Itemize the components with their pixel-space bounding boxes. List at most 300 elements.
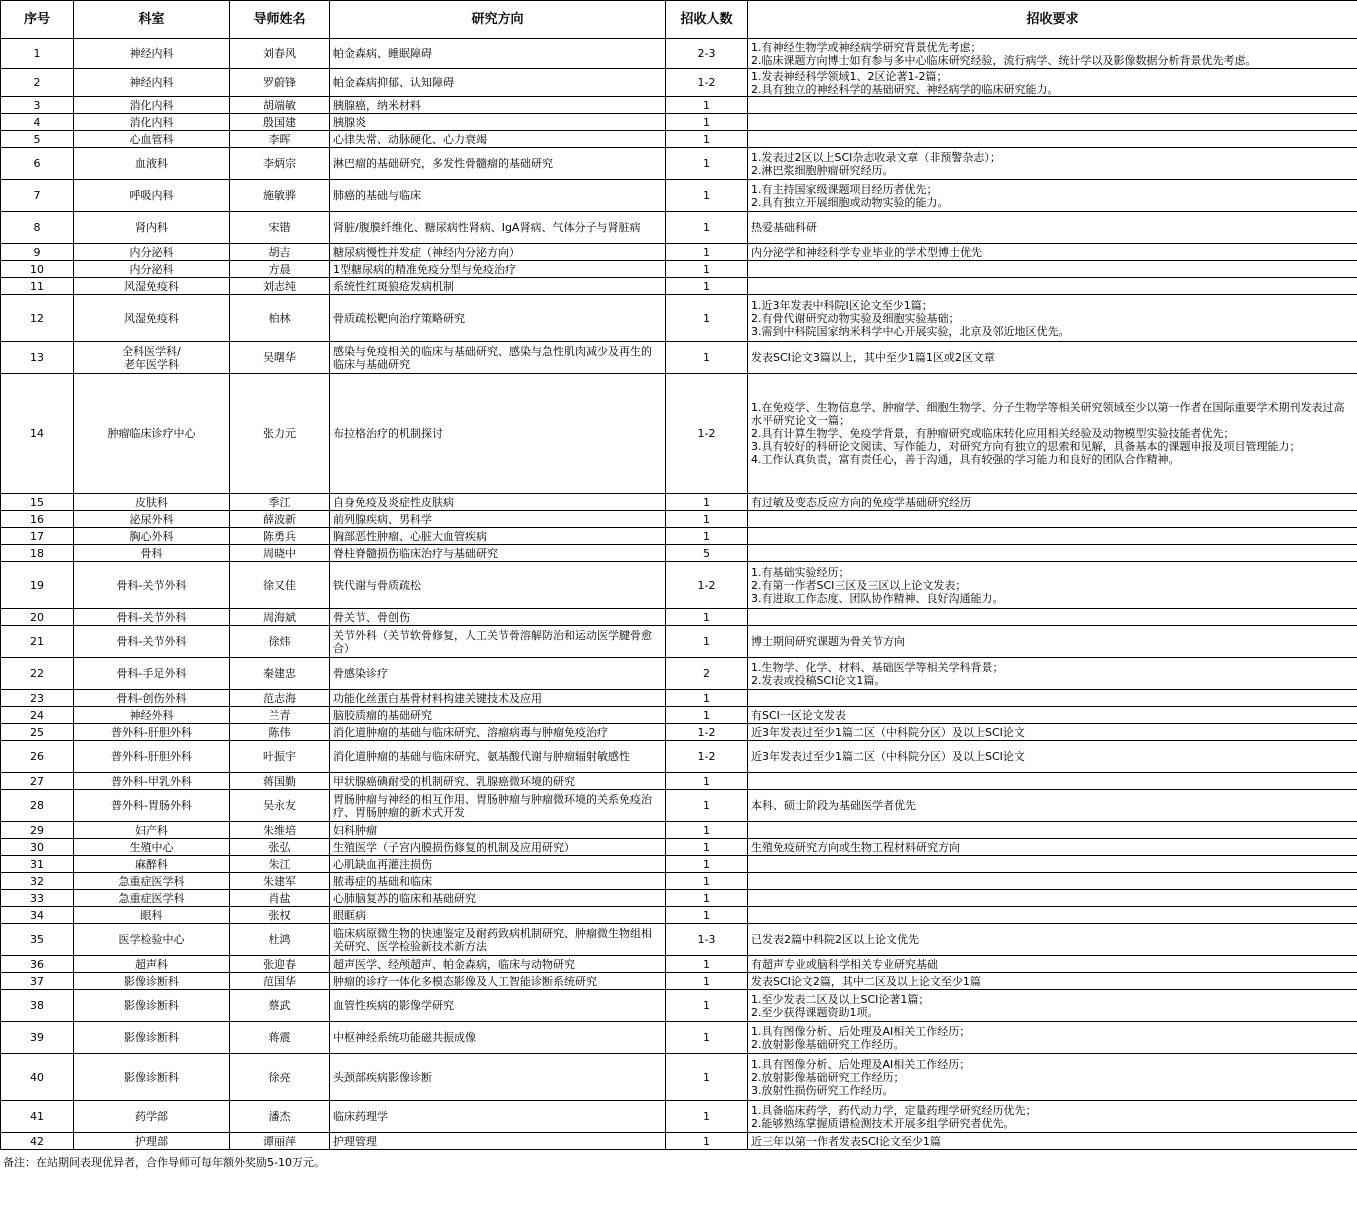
cell-requirements: 热爱基础科研 xyxy=(748,212,1357,244)
cell-count: 1 xyxy=(666,790,748,822)
cell-requirements: 1.发表神经科学领域1、2区论著1-2篇； 2.具有独立的神经科学的基础研究、神经病学的临床研究能力。 xyxy=(748,69,1357,97)
table-row xyxy=(1,822,1357,839)
cell-no: 18 xyxy=(1,545,74,562)
cell-direction: 消化道肿瘤的基础与临床研究、氨基酸代谢与肿瘤辐射敏感性 xyxy=(330,741,666,773)
table-row xyxy=(1,741,1357,773)
table-row xyxy=(1,528,1357,545)
cell-dept: 影像诊断科 xyxy=(74,1022,230,1054)
table-row xyxy=(1,924,1357,956)
cell-count: 1 xyxy=(666,342,748,374)
cell-direction: 中枢神经系统功能磁共振成像 xyxy=(330,1022,666,1054)
cell-requirements: 1.具有图像分析、后处理及AI相关工作经历； 2.放射影像基础研究工作经历； 3.放射性损伤研究工作经历。 xyxy=(748,1054,1357,1101)
table-row xyxy=(1,956,1357,973)
table-row xyxy=(1,511,1357,528)
header-count: 招收人数 xyxy=(666,1,748,39)
table-row xyxy=(1,773,1357,790)
cell-mentor: 张迎春 xyxy=(230,956,330,973)
cell-dept: 急重症医学科 xyxy=(74,873,230,890)
table-row xyxy=(1,907,1357,924)
cell-requirements: 1.具备临床药学，药代动力学，定量药理学研究经历优先； 2.能够熟练掌握质谱检测技术开展多组学研究者优先。 xyxy=(748,1101,1357,1133)
cell-mentor: 李炳宗 xyxy=(230,148,330,180)
cell-no: 11 xyxy=(1,278,74,295)
cell-dept: 肾内科 xyxy=(74,212,230,244)
cell-requirements: 本科、硕士阶段为基础医学者优先 xyxy=(748,790,1357,822)
cell-no: 6 xyxy=(1,148,74,180)
cell-requirements: 博士期间研究课题为骨关节方向 xyxy=(748,626,1357,658)
table-row xyxy=(1,1101,1357,1133)
cell-dept: 皮肤科 xyxy=(74,494,230,511)
cell-requirements: 有超声专业或脑科学相关专业研究基础 xyxy=(748,956,1357,973)
cell-count: 1-2 xyxy=(666,741,748,773)
cell-requirements: 1.具有图像分析、后处理及AI相关工作经历； 2.放射影像基础研究工作经历。 xyxy=(748,1022,1357,1054)
cell-requirements xyxy=(748,856,1357,873)
cell-mentor: 朱建军 xyxy=(230,873,330,890)
cell-no: 1 xyxy=(1,39,74,69)
cell-direction: 胃肠肿瘤与神经的相互作用、胃肠肿瘤与肿瘤微环境的关系免疫治疗、胃肠肿瘤的新术式开发 xyxy=(330,790,666,822)
table-row xyxy=(1,545,1357,562)
table-row xyxy=(1,180,1357,212)
cell-direction: 骨关节、骨创伤 xyxy=(330,609,666,626)
cell-direction: 骨质疏松靶向治疗策略研究 xyxy=(330,295,666,342)
cell-direction: 1型糖尿病的精准免疫分型与免疫治疗 xyxy=(330,261,666,278)
cell-count: 2-3 xyxy=(666,39,748,69)
table-row xyxy=(1,212,1357,244)
cell-direction: 妇科肿瘤 xyxy=(330,822,666,839)
table-row xyxy=(1,790,1357,822)
cell-requirements: 近三年以第一作者发表SCI论文至少1篇 xyxy=(748,1133,1357,1150)
cell-no: 22 xyxy=(1,658,74,690)
cell-dept: 风湿免疫科 xyxy=(74,295,230,342)
header-mentor: 导师姓名 xyxy=(230,1,330,39)
cell-mentor: 罗蔚锋 xyxy=(230,69,330,97)
cell-requirements: 1.有基础实验经历； 2.有第一作者SCI三区及三区以上论文发表； 3.有进取工作态度、团队协作精神、良好沟通能力。 xyxy=(748,562,1357,609)
cell-no: 42 xyxy=(1,1133,74,1150)
cell-count: 1 xyxy=(666,690,748,707)
cell-count: 1 xyxy=(666,973,748,990)
cell-dept: 神经外科 xyxy=(74,707,230,724)
cell-requirements: 1.至少发表二区及以上SCI论著1篇； 2.至少获得课题资助1项。 xyxy=(748,990,1357,1022)
table-row xyxy=(1,690,1357,707)
cell-dept: 影像诊断科 xyxy=(74,1054,230,1101)
cell-mentor: 秦建忠 xyxy=(230,658,330,690)
cell-dept: 血液科 xyxy=(74,148,230,180)
cell-count: 1 xyxy=(666,295,748,342)
cell-direction: 铁代谢与骨质疏松 xyxy=(330,562,666,609)
cell-no: 17 xyxy=(1,528,74,545)
cell-dept: 泌尿外科 xyxy=(74,511,230,528)
cell-count: 1-2 xyxy=(666,374,748,494)
cell-requirements xyxy=(748,97,1357,114)
table-row xyxy=(1,114,1357,131)
cell-dept: 呼吸内科 xyxy=(74,180,230,212)
cell-count: 1 xyxy=(666,528,748,545)
cell-count: 1-2 xyxy=(666,724,748,741)
cell-mentor: 徐又佳 xyxy=(230,562,330,609)
cell-count: 1 xyxy=(666,707,748,724)
cell-dept: 消化内科 xyxy=(74,114,230,131)
cell-mentor: 张力元 xyxy=(230,374,330,494)
cell-mentor: 范国华 xyxy=(230,973,330,990)
cell-requirements: 近3年发表过至少1篇二区（中科院分区）及以上SCI论文 xyxy=(748,724,1357,741)
table-row xyxy=(1,890,1357,907)
cell-count: 1 xyxy=(666,1054,748,1101)
table-row xyxy=(1,839,1357,856)
cell-count: 1 xyxy=(666,990,748,1022)
cell-count: 1-2 xyxy=(666,69,748,97)
cell-dept: 神经内科 xyxy=(74,69,230,97)
cell-direction: 功能化丝蛋白基骨材料构建关键技术及应用 xyxy=(330,690,666,707)
cell-count: 1 xyxy=(666,873,748,890)
cell-direction: 帕金森病、睡眠障碍 xyxy=(330,39,666,69)
cell-requirements: 1.生物学、化学、材料、基础医学等相关学科背景； 2.发表或投稿SCI论文1篇。 xyxy=(748,658,1357,690)
cell-requirements: 发表SCI论文2篇，其中二区及以上论文至少1篇 xyxy=(748,973,1357,990)
table-row xyxy=(1,658,1357,690)
table-row xyxy=(1,97,1357,114)
cell-dept: 麻醉科 xyxy=(74,856,230,873)
cell-no: 8 xyxy=(1,212,74,244)
cell-direction: 生殖医学（子宫内膜损伤修复的机制及应用研究） xyxy=(330,839,666,856)
cell-direction: 消化道肿瘤的基础与临床研究、溶瘤病毒与肿瘤免疫治疗 xyxy=(330,724,666,741)
cell-no: 30 xyxy=(1,839,74,856)
cell-mentor: 周海斌 xyxy=(230,609,330,626)
cell-direction: 心肌缺血再灌注损伤 xyxy=(330,856,666,873)
cell-no: 9 xyxy=(1,244,74,261)
cell-dept: 神经内科 xyxy=(74,39,230,69)
cell-mentor: 刘春风 xyxy=(230,39,330,69)
header-no: 序号 xyxy=(1,1,74,39)
cell-no: 25 xyxy=(1,724,74,741)
cell-requirements: 发表SCI论文3篇以上，其中至少1篇1区或2区文章 xyxy=(748,342,1357,374)
cell-mentor: 刘志纯 xyxy=(230,278,330,295)
cell-dept: 急重症医学科 xyxy=(74,890,230,907)
cell-no: 21 xyxy=(1,626,74,658)
cell-dept: 护理部 xyxy=(74,1133,230,1150)
cell-dept: 内分泌科 xyxy=(74,244,230,261)
cell-mentor: 周晓中 xyxy=(230,545,330,562)
cell-mentor: 胡吉 xyxy=(230,244,330,261)
cell-direction: 心律失常、动脉硬化、心力衰竭 xyxy=(330,131,666,148)
cell-dept: 影像诊断科 xyxy=(74,973,230,990)
cell-no: 7 xyxy=(1,180,74,212)
cell-requirements xyxy=(748,822,1357,839)
header-row xyxy=(1,1,1357,39)
cell-mentor: 蒋震 xyxy=(230,1022,330,1054)
cell-dept: 医学检验中心 xyxy=(74,924,230,956)
cell-direction: 系统性红斑狼疮发病机制 xyxy=(330,278,666,295)
cell-mentor: 张权 xyxy=(230,907,330,924)
cell-no: 38 xyxy=(1,990,74,1022)
cell-direction: 胸部恶性肿瘤、心脏大血管疾病 xyxy=(330,528,666,545)
cell-mentor: 吴曙华 xyxy=(230,342,330,374)
cell-mentor: 季江 xyxy=(230,494,330,511)
cell-mentor: 范志海 xyxy=(230,690,330,707)
table-row xyxy=(1,69,1357,97)
cell-direction: 脓毒症的基础和临床 xyxy=(330,873,666,890)
cell-direction: 感染与免疫相关的临床与基础研究、感染与急性肌肉减少及再生的临床与基础研究 xyxy=(330,342,666,374)
cell-no: 36 xyxy=(1,956,74,973)
cell-no: 20 xyxy=(1,609,74,626)
cell-dept: 骨科-关节外科 xyxy=(74,626,230,658)
cell-count: 1 xyxy=(666,907,748,924)
table-row xyxy=(1,494,1357,511)
cell-count: 1 xyxy=(666,1133,748,1150)
cell-no: 23 xyxy=(1,690,74,707)
cell-requirements xyxy=(748,907,1357,924)
cell-direction: 血管性疾病的影像学研究 xyxy=(330,990,666,1022)
cell-direction: 超声医学、经颅超声、帕金森病，临床与动物研究 xyxy=(330,956,666,973)
cell-requirements: 生殖免疫研究方向或生物工程材料研究方向 xyxy=(748,839,1357,856)
cell-mentor: 肖盐 xyxy=(230,890,330,907)
cell-mentor: 殷国建 xyxy=(230,114,330,131)
cell-mentor: 吴永友 xyxy=(230,790,330,822)
cell-direction: 自身免疫及炎症性皮肤病 xyxy=(330,494,666,511)
cell-mentor: 潘杰 xyxy=(230,1101,330,1133)
cell-no: 37 xyxy=(1,973,74,990)
cell-count: 1 xyxy=(666,839,748,856)
cell-dept: 风湿免疫科 xyxy=(74,278,230,295)
cell-no: 33 xyxy=(1,890,74,907)
cell-no: 15 xyxy=(1,494,74,511)
cell-count: 1 xyxy=(666,494,748,511)
cell-direction: 脊柱脊髓损伤临床治疗与基础研究 xyxy=(330,545,666,562)
cell-dept: 全科医学科/ 老年医学科 xyxy=(74,342,230,374)
cell-direction: 眼眶病 xyxy=(330,907,666,924)
cell-direction: 脑胶质瘤的基础研究 xyxy=(330,707,666,724)
cell-mentor: 宋锴 xyxy=(230,212,330,244)
cell-dept: 骨科-关节外科 xyxy=(74,562,230,609)
header-direction: 研究方向 xyxy=(330,1,666,39)
cell-direction: 临床病原微生物的快速鉴定及耐药致病机制研究、肿瘤微生物组相关研究、医学检验新技术新方法 xyxy=(330,924,666,956)
cell-dept: 普外科-肝胆外科 xyxy=(74,724,230,741)
cell-requirements xyxy=(748,528,1357,545)
cell-mentor: 陈勇兵 xyxy=(230,528,330,545)
cell-mentor: 朱维培 xyxy=(230,822,330,839)
cell-direction: 胰腺炎 xyxy=(330,114,666,131)
footnote: 备注：在站期间表现优异者，合作导师可每年额外奖励5-10万元。 xyxy=(3,1156,325,1169)
cell-count: 1 xyxy=(666,822,748,839)
cell-count: 1 xyxy=(666,97,748,114)
cell-requirements: 1.近3年发表中科院I区论文至少1篇； 2.有骨代谢研究动物实验及细胞实验基础； 3.需到中科院国家纳米科学中心开展实验，北京及邻近地区优先。 xyxy=(748,295,1357,342)
table-row xyxy=(1,562,1357,609)
table-row xyxy=(1,39,1357,69)
cell-dept: 生殖中心 xyxy=(74,839,230,856)
cell-no: 29 xyxy=(1,822,74,839)
cell-count: 1 xyxy=(666,626,748,658)
cell-direction: 前列腺疾病、男科学 xyxy=(330,511,666,528)
cell-direction: 布拉格治疗的机制探讨 xyxy=(330,374,666,494)
cell-requirements xyxy=(748,773,1357,790)
cell-direction: 护理管理 xyxy=(330,1133,666,1150)
cell-no: 4 xyxy=(1,114,74,131)
table-row xyxy=(1,295,1357,342)
cell-no: 14 xyxy=(1,374,74,494)
cell-no: 13 xyxy=(1,342,74,374)
cell-requirements xyxy=(748,131,1357,148)
table-row xyxy=(1,724,1357,741)
table-row xyxy=(1,873,1357,890)
cell-no: 28 xyxy=(1,790,74,822)
cell-mentor: 朱江 xyxy=(230,856,330,873)
cell-count: 1 xyxy=(666,856,748,873)
cell-count: 1 xyxy=(666,511,748,528)
table-row xyxy=(1,609,1357,626)
cell-no: 3 xyxy=(1,97,74,114)
cell-no: 31 xyxy=(1,856,74,873)
cell-count: 1 xyxy=(666,261,748,278)
cell-dept: 普外科-胃肠外科 xyxy=(74,790,230,822)
cell-no: 41 xyxy=(1,1101,74,1133)
cell-count: 2 xyxy=(666,658,748,690)
header-dept: 科室 xyxy=(74,1,230,39)
table-row xyxy=(1,856,1357,873)
table-row xyxy=(1,707,1357,724)
cell-mentor: 胡端敏 xyxy=(230,97,330,114)
table-row xyxy=(1,374,1357,494)
cell-requirements: 1.在免疫学、生物信息学、肿瘤学、细胞生物学、分子生物学等相关研究领域至少以第一作者在国际重要学术期刊发表过高水平研究论文一篇； 2.具有计算生物学、免疫学背景，有肿瘤研究或临床转化应用相关经验及动物模型实验技能者优先； 3.具有较好的科研论文阅读、写作能力，对研究方向有独立的思索和见解，具备基本的课题申报及项目管理能力； 4.工作认真负责，富有责任心，善于沟通，具有较强的学习能力和良好的团队合作精神。 xyxy=(748,374,1357,494)
cell-direction: 临床药理学 xyxy=(330,1101,666,1133)
cell-count: 1 xyxy=(666,131,748,148)
cell-requirements: 内分泌学和神经科学专业毕业的学术型博士优先 xyxy=(748,244,1357,261)
cell-direction: 关节外科（关节软骨修复，人工关节骨溶解防治和运动医学腱骨愈合） xyxy=(330,626,666,658)
cell-no: 40 xyxy=(1,1054,74,1101)
cell-requirements xyxy=(748,261,1357,278)
cell-count: 5 xyxy=(666,545,748,562)
cell-mentor: 徐亮 xyxy=(230,1054,330,1101)
cell-count: 1 xyxy=(666,148,748,180)
cell-count: 1 xyxy=(666,244,748,261)
cell-dept: 骨科-创伤外科 xyxy=(74,690,230,707)
cell-mentor: 谭丽萍 xyxy=(230,1133,330,1150)
cell-count: 1 xyxy=(666,956,748,973)
cell-requirements: 有过敏及变态反应方向的免疫学基础研究经历 xyxy=(748,494,1357,511)
table-row xyxy=(1,1022,1357,1054)
table-row xyxy=(1,342,1357,374)
table-row xyxy=(1,148,1357,180)
cell-direction: 肾脏/腹膜纤维化、糖尿病性肾病、IgA肾病、气体分子与肾脏病 xyxy=(330,212,666,244)
cell-mentor: 兰青 xyxy=(230,707,330,724)
cell-requirements xyxy=(748,114,1357,131)
table-row xyxy=(1,244,1357,261)
cell-direction: 心肺脑复苏的临床和基础研究 xyxy=(330,890,666,907)
cell-count: 1-3 xyxy=(666,924,748,956)
cell-direction: 淋巴瘤的基础研究，多发性骨髓瘤的基础研究 xyxy=(330,148,666,180)
cell-requirements xyxy=(748,690,1357,707)
cell-requirements: 有SCI一区论文发表 xyxy=(748,707,1357,724)
cell-dept: 普外科-甲乳外科 xyxy=(74,773,230,790)
cell-no: 16 xyxy=(1,511,74,528)
cell-mentor: 杜鸿 xyxy=(230,924,330,956)
cell-dept: 普外科-肝胆外科 xyxy=(74,741,230,773)
cell-requirements xyxy=(748,278,1357,295)
cell-count: 1 xyxy=(666,278,748,295)
cell-direction: 糖尿病慢性并发症（神经内分泌方向） xyxy=(330,244,666,261)
cell-count: 1 xyxy=(666,212,748,244)
cell-no: 5 xyxy=(1,131,74,148)
cell-no: 12 xyxy=(1,295,74,342)
cell-dept: 妇产科 xyxy=(74,822,230,839)
cell-requirements xyxy=(748,890,1357,907)
cell-count: 1 xyxy=(666,1022,748,1054)
cell-mentor: 蔡武 xyxy=(230,990,330,1022)
cell-direction: 甲状腺癌碘耐受的机制研究、乳腺癌微环境的研究 xyxy=(330,773,666,790)
cell-mentor: 柏林 xyxy=(230,295,330,342)
cell-dept: 肿瘤临床诊疗中心 xyxy=(74,374,230,494)
cell-mentor: 张弘 xyxy=(230,839,330,856)
cell-dept: 骨科 xyxy=(74,545,230,562)
cell-mentor: 陈伟 xyxy=(230,724,330,741)
cell-mentor: 施敏骅 xyxy=(230,180,330,212)
header-requirements: 招收要求 xyxy=(748,1,1357,39)
table-body xyxy=(1,39,1357,1150)
cell-no: 34 xyxy=(1,907,74,924)
cell-requirements: 1.有主持国家级课题项目经历者优先； 2.具有独立开展细胞或动物实验的能力。 xyxy=(748,180,1357,212)
cell-dept: 影像诊断科 xyxy=(74,990,230,1022)
cell-count: 1 xyxy=(666,180,748,212)
cell-requirements xyxy=(748,511,1357,528)
cell-dept: 胸心外科 xyxy=(74,528,230,545)
cell-requirements: 已发表2篇中科院2区以上论文优先 xyxy=(748,924,1357,956)
cell-requirements xyxy=(748,873,1357,890)
cell-mentor: 叶振宇 xyxy=(230,741,330,773)
cell-direction: 肿瘤的诊疗一体化多模态影像及人工智能诊断系统研究 xyxy=(330,973,666,990)
cell-no: 35 xyxy=(1,924,74,956)
cell-no: 10 xyxy=(1,261,74,278)
cell-direction: 帕金森病抑郁、认知障碍 xyxy=(330,69,666,97)
cell-mentor: 薛波新 xyxy=(230,511,330,528)
cell-no: 39 xyxy=(1,1022,74,1054)
cell-dept: 药学部 xyxy=(74,1101,230,1133)
table-row xyxy=(1,261,1357,278)
cell-count: 1 xyxy=(666,609,748,626)
cell-dept: 心血管科 xyxy=(74,131,230,148)
cell-requirements: 1.有神经生物学或神经病学研究背景优先考虑； 2.临床课题方向博士如有参与多中心临床研究经验，流行病学、统计学以及影像数据分析背景优先考虑。 xyxy=(748,39,1357,69)
cell-requirements: 1.发表过2区以上SCI杂志收录文章（非预警杂志）； 2.淋巴浆细胞肿瘤研究经历。 xyxy=(748,148,1357,180)
table-row xyxy=(1,1054,1357,1101)
cell-no: 24 xyxy=(1,707,74,724)
cell-count: 1 xyxy=(666,890,748,907)
cell-dept: 消化内科 xyxy=(74,97,230,114)
cell-count: 1 xyxy=(666,773,748,790)
cell-mentor: 方晨 xyxy=(230,261,330,278)
cell-count: 1 xyxy=(666,1101,748,1133)
cell-dept: 超声科 xyxy=(74,956,230,973)
cell-direction: 头颈部疾病影像诊断 xyxy=(330,1054,666,1101)
table-row xyxy=(1,278,1357,295)
cell-count: 1-2 xyxy=(666,562,748,609)
cell-dept: 眼科 xyxy=(74,907,230,924)
table-row xyxy=(1,990,1357,1022)
cell-dept: 骨科-关节外科 xyxy=(74,609,230,626)
table-row xyxy=(1,1133,1357,1150)
cell-requirements xyxy=(748,545,1357,562)
table-row xyxy=(1,131,1357,148)
cell-dept: 内分泌科 xyxy=(74,261,230,278)
cell-direction: 肺癌的基础与临床 xyxy=(330,180,666,212)
cell-mentor: 徐炜 xyxy=(230,626,330,658)
table-row xyxy=(1,973,1357,990)
cell-no: 26 xyxy=(1,741,74,773)
cell-no: 32 xyxy=(1,873,74,890)
cell-no: 2 xyxy=(1,69,74,97)
cell-mentor: 蒋国勤 xyxy=(230,773,330,790)
cell-no: 19 xyxy=(1,562,74,609)
cell-count: 1 xyxy=(666,114,748,131)
cell-direction: 骨感染诊疗 xyxy=(330,658,666,690)
cell-direction: 胰腺癌，纳米材料 xyxy=(330,97,666,114)
cell-dept: 骨科-手足外科 xyxy=(74,658,230,690)
cell-requirements xyxy=(748,609,1357,626)
table-row xyxy=(1,626,1357,658)
